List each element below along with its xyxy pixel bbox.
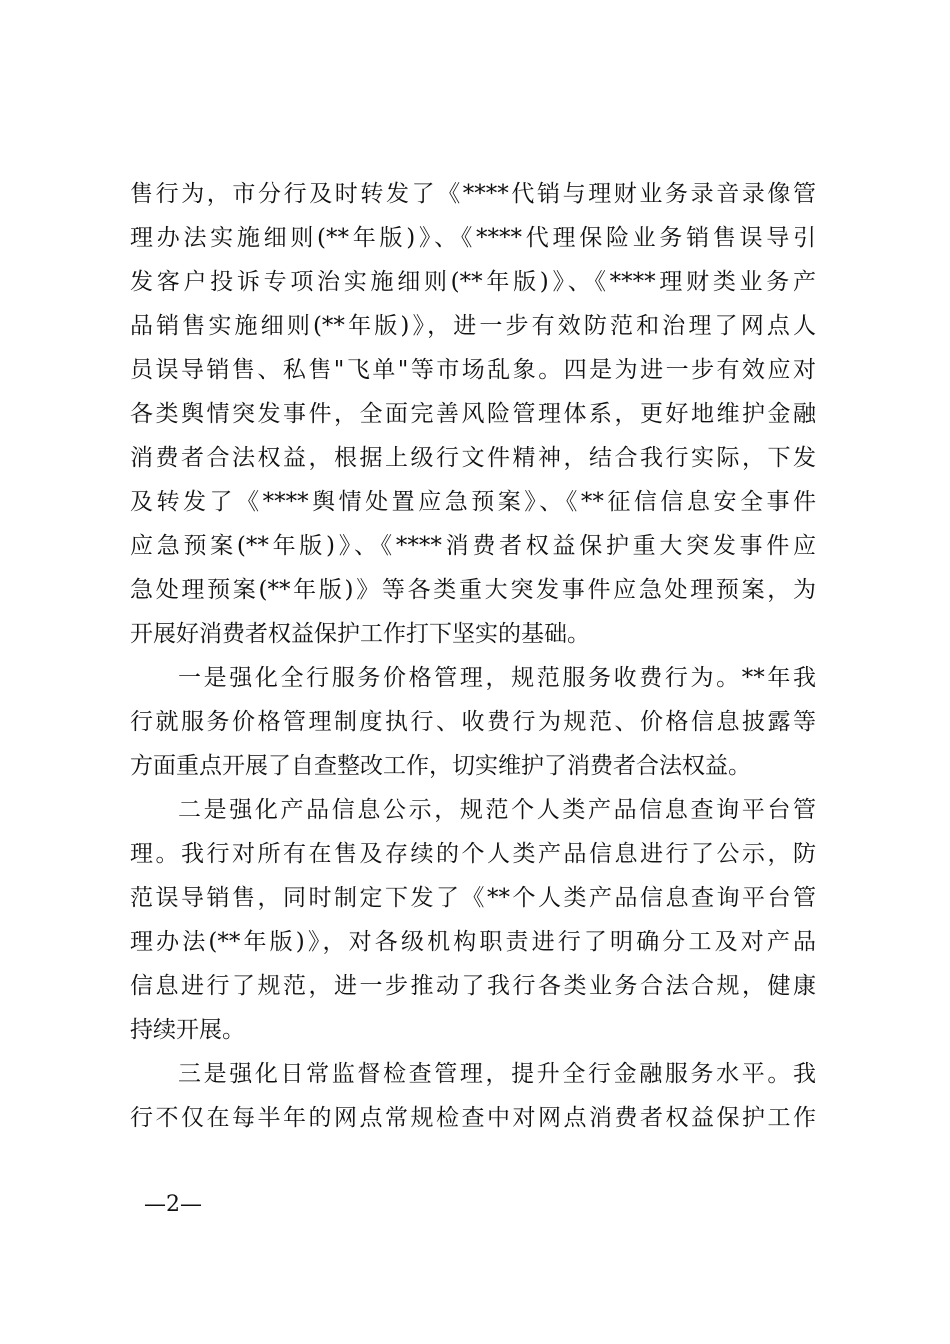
text-line: 开展好消费者权益保护工作打下坚实的基础。 (130, 621, 590, 647)
text-line: 二是强化产品信息公示，规范个人类产品信息查询平台管 (178, 797, 816, 823)
paragraph-1 (130, 172, 816, 656)
text-line: 发客户投诉专项治实施细则(**年版)》、《****理财类业务产 (130, 269, 816, 295)
text-line: 三是强化日常监督检查管理，提升全行金融服务水平。我 (178, 1061, 816, 1087)
page-number: —2— (144, 1192, 202, 1217)
paragraph-3 (130, 788, 816, 1052)
text-line: 品销售实施细则(**年版)》，进一步有效防范和治理了网点人 (130, 313, 816, 339)
text-line: 理办法(**年版)》，对各级机构职责进行了明确分工及对产品 (130, 929, 816, 955)
text-line: 持续开展。 (130, 1017, 245, 1043)
text-line: 各类舆情突发事件，全面完善风险管理体系，更好地维护金融 (130, 401, 816, 427)
text-line: 及转发了《****舆情处置应急预案》、《**征信信息安全事件 (130, 489, 816, 515)
text-line: 信息进行了规范，进一步推动了我行各类业务合法合规，健康 (130, 973, 816, 999)
text-line: 售行为，市分行及时转发了《****代销与理财业务录音录像管 (130, 181, 816, 207)
paragraph-2 (130, 656, 816, 788)
document-body (130, 172, 816, 1140)
text-line: 一是强化全行服务价格管理，规范服务收费行为。**年我 (178, 665, 816, 691)
text-line: 应急预案(**年版)》、《****消费者权益保护重大突发事件应 (130, 533, 816, 559)
text-line: 范误导销售，同时制定下发了《**个人类产品信息查询平台管 (130, 885, 816, 911)
text-line: 行不仅在每半年的网点常规检查中对网点消费者权益保护工作 (130, 1105, 816, 1131)
text-line: 理。我行对所有在售及存续的个人类产品信息进行了公示，防 (130, 841, 816, 867)
text-line: 行就服务价格管理制度执行、收费行为规范、价格信息披露等 (130, 709, 816, 735)
text-line: 理办法实施细则(**年版)》、《****代理保险业务销售误导引 (130, 225, 816, 251)
text-line: 员误导销售、私售"飞单"等市场乱象。四是为进一步有效应对 (130, 357, 816, 383)
paragraph-4 (130, 1052, 816, 1140)
text-line: 急处理预案(**年版)》等各类重大突发事件应急处理预案，为 (130, 577, 816, 603)
text-line: 消费者合法权益，根据上级行文件精神，结合我行实际，下发 (130, 445, 816, 471)
text-line: 方面重点开展了自查整改工作，切实维护了消费者合法权益。 (130, 753, 751, 779)
